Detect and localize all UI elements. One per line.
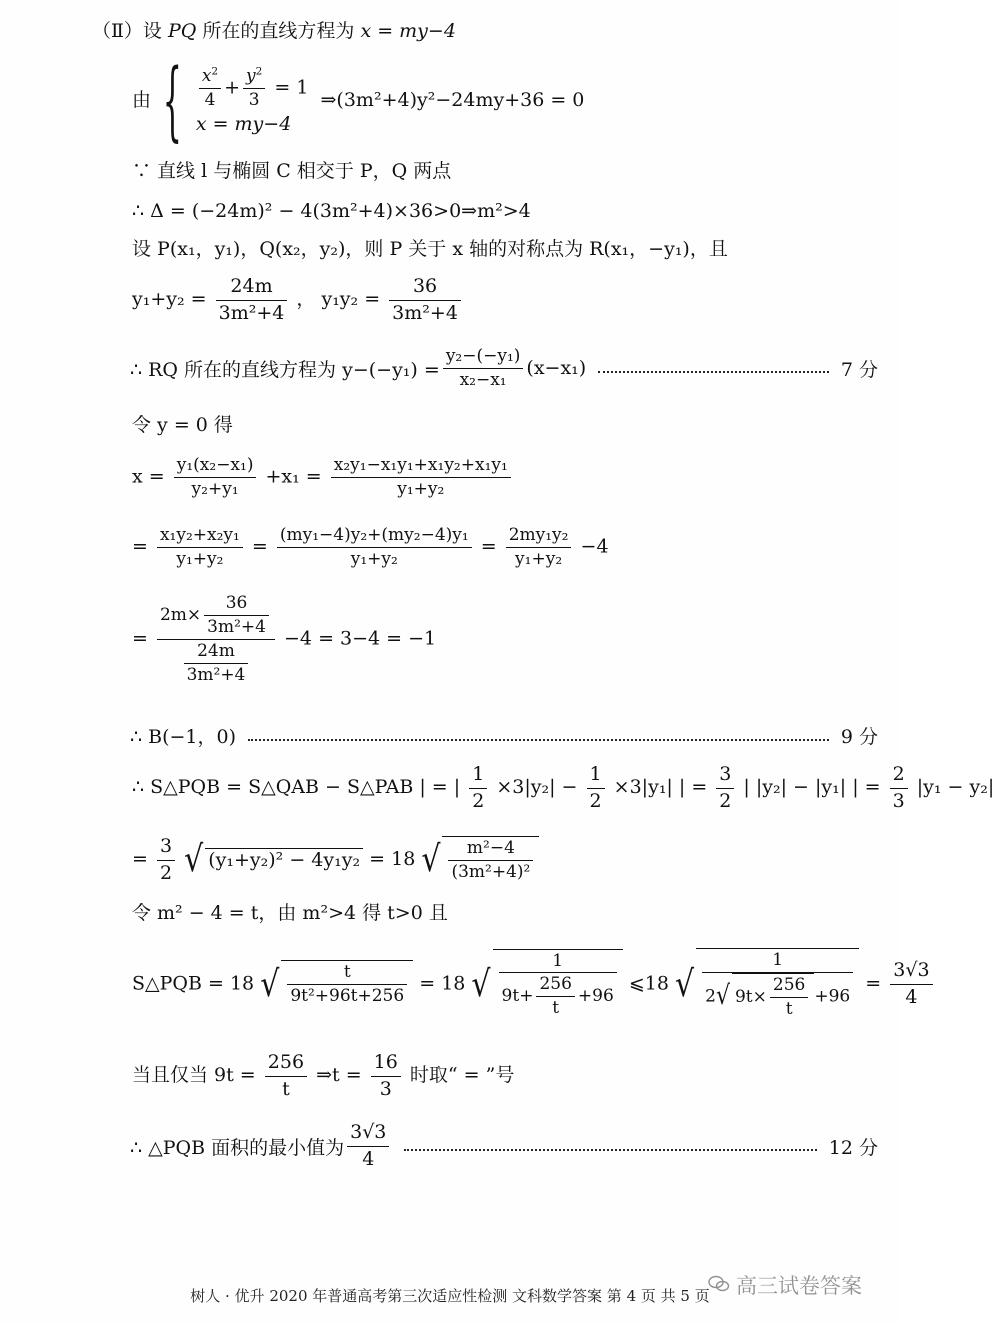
sq-frac-den: (3m²+4)²	[451, 862, 531, 883]
st-den2-post: +96	[577, 986, 614, 1007]
sq-prefix: =	[132, 848, 154, 871]
x4-numerator: (my₁−4)y₂+(my₂−4)y₁	[277, 524, 472, 548]
half-num-2: 1	[587, 762, 605, 789]
x4-denominator: y₁+y₂	[350, 548, 398, 569]
compound-fraction	[157, 592, 275, 687]
equality-mid: ⇒t =	[316, 1064, 362, 1087]
x1-numerator: y₁(x₂−x₁)	[174, 454, 257, 478]
x2-numerator: x₂y₁−x₁y₁+x₁y₂+x₁y₁	[331, 454, 511, 478]
st-256-2: 256	[770, 974, 808, 998]
equality-3: 3	[379, 1077, 392, 1100]
compound-tail: −4 = 3−4 = −1	[284, 627, 437, 650]
score-12: 12 分	[828, 1136, 878, 1159]
sqrt-icon-4: √	[471, 963, 491, 1006]
sum-numerator: 24m	[216, 274, 288, 301]
product-numerator: 36	[389, 274, 461, 301]
final-row	[130, 1120, 878, 1172]
x1-denominator: y₂+y₁	[191, 478, 239, 499]
let-y0-line: 令 y = 0 得	[132, 414, 233, 436]
area-part-1: ×3|y₂| −	[496, 776, 578, 799]
final-text: ∴ △PQB 面积的最小值为	[130, 1136, 345, 1159]
sq-frac-num: m²−4	[448, 837, 533, 861]
x2-denominator: y₁+y₂	[397, 478, 445, 499]
result-num-2: 3√3	[347, 1120, 389, 1147]
rq-tail: (x−x₁)	[526, 357, 587, 380]
part-heading: （Ⅱ）设 PQ 所在的直线方程为 x = my−4	[92, 20, 456, 42]
sq-two: 2	[159, 861, 173, 884]
product-denominator: 3m²+4	[392, 301, 458, 324]
st-mid: = 18	[419, 972, 466, 995]
half-den-1: 2	[472, 789, 485, 812]
two-thirds-den: 3	[892, 789, 905, 812]
x5-tail: −4	[580, 535, 609, 558]
area-t-line	[132, 948, 936, 1021]
score-dots-9	[248, 739, 829, 741]
b-point: ∴ B(−1，0)	[130, 726, 237, 748]
st-lhs: S△PQB = 18	[132, 972, 255, 995]
area-part-3: | |y₂| − |y₁| | =	[743, 776, 881, 799]
st-t-2: t	[552, 998, 560, 1019]
part-rest: 所在的直线方程为	[202, 20, 355, 42]
area-line-2	[132, 834, 539, 886]
eq-3: =	[480, 535, 497, 558]
st-den3-pre: 2	[705, 986, 716, 1007]
sum-denominator: 3m²+4	[218, 301, 285, 324]
equality-16: 16	[371, 1050, 401, 1077]
equality-pre: 当且仅当 9t =	[132, 1064, 256, 1087]
sqrt-icon-5: √	[675, 963, 695, 1006]
quadratic-equation: ⇒(3m²+4)y²−24my+36 = 0	[320, 89, 585, 111]
x-derivation-1	[132, 454, 514, 501]
x-lhs: x =	[132, 465, 165, 488]
score-dots-12	[404, 1149, 816, 1151]
equality-post: 时取“ = ”号	[409, 1064, 515, 1087]
equation-system	[132, 51, 585, 151]
rq-denominator: x₂−x₁	[459, 369, 507, 390]
system-brace: {	[162, 51, 182, 151]
system-you: 由	[132, 89, 152, 111]
set-points-line: 设 P(x₁，y₁)，Q(x₂，y₂)，则 P 关于 x 轴的对称点为 R(x₁，−y₁)，且	[132, 238, 728, 260]
two-thirds-num: 2	[890, 762, 908, 789]
compound-inner-numerator: 36	[204, 592, 269, 616]
x-derivation-2	[132, 524, 609, 571]
compound-bottom-denominator: 3m²+4	[186, 664, 246, 685]
area-lhs: ∴ S△PQB = S△QAB − S△PAB | = |	[132, 776, 461, 799]
system-eq1-rhs: = 1	[274, 76, 309, 99]
watermark-text: 高三试卷答案	[736, 1274, 862, 1298]
st-256: 256	[536, 973, 574, 997]
system-rows: $\frac{x^2}{4}$ + $\frac{y^2}{3}$ = 1 x = my−4	[195, 65, 309, 136]
st-den: 9t²+96t+256	[290, 986, 405, 1007]
st-den3-post: +96	[814, 986, 851, 1007]
sqrt-icon-6: √	[715, 981, 730, 1012]
vieta-line	[132, 274, 464, 326]
x-derivation-3	[132, 592, 436, 687]
three-half-num: 3	[716, 762, 734, 789]
sq-three: 3	[157, 834, 175, 861]
score-9: 9 分	[840, 726, 878, 748]
compound-top-prefix: 2m×	[159, 604, 202, 625]
part-equation: x = my−4	[360, 20, 456, 42]
page-footer: 树人 · 优升 2020 年普通高考第三次适应性检测 文科数学答案 第 4 页 共 5 页	[190, 1287, 710, 1305]
compound-inner-denominator: 3m²+4	[207, 616, 266, 637]
b-point-row	[130, 722, 878, 749]
rq-numerator: y₂−(−y₁)	[443, 345, 524, 369]
equality-line	[132, 1050, 514, 1102]
equality-256: 256	[265, 1050, 307, 1077]
compound-bottom-numerator: 24m	[184, 640, 249, 664]
eq-2: =	[251, 535, 268, 558]
st-one-2: 1	[702, 949, 853, 973]
half-den-2: 2	[589, 789, 602, 812]
st-eq: =	[865, 972, 882, 995]
equality-t: t	[282, 1077, 290, 1100]
wechat-icon	[708, 1274, 730, 1298]
area-part-4: |y₁ − y₂|	[916, 776, 994, 799]
product-lhs: ， y₁y₂ =	[296, 288, 381, 311]
sq-inner: (y₁+y₂)² − 4y₁y₂	[205, 848, 363, 873]
sqrt-icon-3: √	[260, 963, 280, 1006]
x3-numerator: x₁y₂+x₂y₁	[157, 524, 243, 548]
st-t-3: t	[785, 998, 793, 1019]
area-line-1	[132, 762, 994, 814]
result-den-2: 4	[362, 1147, 375, 1170]
three-half-den: 2	[719, 789, 732, 812]
score-7: 7 分	[840, 358, 878, 381]
rq-text: ∴ RQ 所在的直线方程为 y−(−y₁) =	[130, 358, 440, 381]
result-den-1: 4	[905, 985, 918, 1008]
eq-1: =	[132, 535, 148, 558]
result-num-1: 3√3	[890, 958, 932, 985]
part-label: （Ⅱ）设	[92, 20, 162, 42]
score-dots-7	[598, 371, 829, 373]
because-line: ∵ 直线 l 与椭圆 C 相交于 P，Q 两点	[132, 160, 452, 182]
sum-lhs: y₁+y₂ =	[132, 288, 207, 311]
sqrt-icon: √	[184, 838, 204, 881]
area-part-2: ×3|y₁| | =	[613, 776, 708, 799]
watermark	[708, 1270, 862, 1300]
rq-line-row	[130, 345, 878, 392]
let-t-line: 令 m² − 4 = t，由 m²>4 得 t>0 且	[132, 902, 448, 924]
st-den2-pre: 9t+	[501, 986, 534, 1007]
x1-plus: +x₁ =	[265, 465, 322, 488]
x5-numerator: 2my₁y₂	[506, 524, 572, 548]
st-t: t	[287, 961, 407, 985]
eq-4: =	[132, 627, 148, 650]
st-le: ⩽18	[628, 972, 669, 995]
system-eq2: x = my−4	[195, 113, 292, 136]
st-den3-in: 9t×	[734, 986, 767, 1007]
sqrt-icon-2: √	[421, 838, 441, 881]
x5-denominator: y₁+y₂	[515, 548, 563, 569]
half-num-1: 1	[469, 762, 487, 789]
discriminant-line: ∴ Δ = (−24m)² − 4(3m²+4)×36>0⇒m²>4	[132, 200, 531, 222]
x3-denominator: y₁+y₂	[176, 548, 224, 569]
sq-mid: = 18	[369, 848, 416, 871]
st-one: 1	[499, 950, 617, 974]
